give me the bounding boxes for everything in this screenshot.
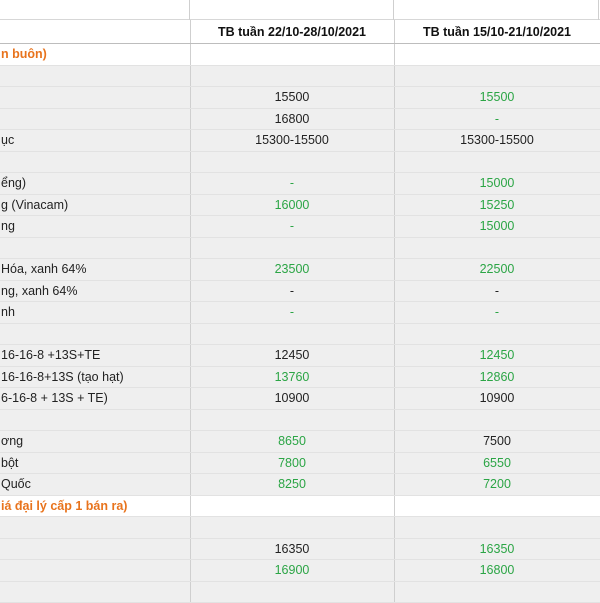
price-previous-week-cell[interactable]: 15300-15500: [394, 130, 600, 152]
column-header-strip: [0, 0, 600, 20]
product-label-cell[interactable]: 6-16-8 + 13S + TE): [0, 388, 190, 410]
empty-cell[interactable]: [394, 151, 600, 173]
price-previous-week-cell[interactable]: 7200: [394, 474, 600, 496]
price-table: [0, 20, 600, 603]
product-label-cell[interactable]: ng, xanh 64%: [0, 280, 190, 302]
price-previous-week-cell[interactable]: 22500: [394, 259, 600, 281]
product-label-cell[interactable]: [0, 560, 190, 582]
table-row: [0, 388, 600, 410]
price-previous-week-cell[interactable]: 6550: [394, 452, 600, 474]
empty-cell[interactable]: [0, 409, 190, 431]
product-label-cell[interactable]: Quốc: [0, 474, 190, 496]
empty-cell[interactable]: [394, 495, 600, 517]
price-previous-week-cell[interactable]: 16800: [394, 560, 600, 582]
product-label-cell[interactable]: [0, 87, 190, 109]
spacer-row: [0, 409, 600, 431]
empty-cell[interactable]: [394, 517, 600, 539]
price-current-week-cell[interactable]: 15500: [190, 87, 394, 109]
table-row: [0, 538, 600, 560]
product-label-cell[interactable]: nh: [0, 302, 190, 324]
price-previous-week-cell[interactable]: -: [394, 280, 600, 302]
spacer-row: [0, 517, 600, 539]
price-previous-week-cell[interactable]: 15000: [394, 216, 600, 238]
table-row: [0, 560, 600, 582]
product-label-cell[interactable]: 16-16-8 +13S+TE: [0, 345, 190, 367]
table-row: [0, 259, 600, 281]
price-previous-week-cell[interactable]: -: [394, 302, 600, 324]
column-divider: [189, 0, 190, 20]
price-current-week-cell[interactable]: 7800: [190, 452, 394, 474]
price-current-week-cell[interactable]: 8250: [190, 474, 394, 496]
empty-cell[interactable]: [394, 409, 600, 431]
price-current-week-cell[interactable]: 8650: [190, 431, 394, 453]
empty-cell[interactable]: [0, 151, 190, 173]
spacer-row: [0, 581, 600, 603]
empty-cell[interactable]: [0, 323, 190, 345]
table-row: [0, 431, 600, 453]
header-week-current: TB tuần 22/10-28/10/2021: [190, 20, 394, 44]
price-current-week-cell[interactable]: 15300-15500: [190, 130, 394, 152]
price-current-week-cell[interactable]: -: [190, 280, 394, 302]
spacer-row: [0, 151, 600, 173]
price-previous-week-cell[interactable]: 15250: [394, 194, 600, 216]
price-previous-week-cell[interactable]: 15500: [394, 87, 600, 109]
price-current-week-cell[interactable]: -: [190, 302, 394, 324]
table-row: [0, 108, 600, 130]
table-row: [0, 366, 600, 388]
table-row: [0, 302, 600, 324]
empty-cell[interactable]: [190, 517, 394, 539]
table-row: [0, 87, 600, 109]
price-current-week-cell[interactable]: -: [190, 173, 394, 195]
price-previous-week-cell[interactable]: 15000: [394, 173, 600, 195]
empty-cell[interactable]: [394, 65, 600, 87]
price-previous-week-cell[interactable]: 12860: [394, 366, 600, 388]
empty-cell[interactable]: [190, 237, 394, 259]
table-row: [0, 452, 600, 474]
price-previous-week-cell[interactable]: 10900: [394, 388, 600, 410]
empty-cell[interactable]: [394, 323, 600, 345]
table-row: [0, 474, 600, 496]
product-label-cell[interactable]: ơng: [0, 431, 190, 453]
table-row: [0, 345, 600, 367]
price-previous-week-cell[interactable]: 7500: [394, 431, 600, 453]
table-row: [0, 216, 600, 238]
price-previous-week-cell[interactable]: 12450: [394, 345, 600, 367]
empty-cell[interactable]: [190, 323, 394, 345]
table-body: [0, 44, 600, 603]
empty-cell[interactable]: [394, 237, 600, 259]
product-label-cell[interactable]: bột: [0, 452, 190, 474]
table-row: [0, 173, 600, 195]
table-row: [0, 130, 600, 152]
price-current-week-cell[interactable]: 16350: [190, 538, 394, 560]
spacer-row: [0, 323, 600, 345]
table-row: [0, 280, 600, 302]
table-row: [0, 194, 600, 216]
column-divider: [598, 0, 599, 20]
price-current-week-cell[interactable]: 16900: [190, 560, 394, 582]
empty-cell[interactable]: [0, 517, 190, 539]
product-label-cell[interactable]: g (Vinacam): [0, 194, 190, 216]
spacer-row: [0, 237, 600, 259]
empty-cell[interactable]: [190, 581, 394, 603]
empty-cell[interactable]: [190, 409, 394, 431]
empty-cell[interactable]: [190, 65, 394, 87]
price-current-week-cell[interactable]: 13760: [190, 366, 394, 388]
price-current-week-cell[interactable]: 16800: [190, 108, 394, 130]
section-title[interactable]: n buôn): [0, 44, 190, 66]
section-row: [0, 44, 600, 66]
price-current-week-cell[interactable]: 16000: [190, 194, 394, 216]
empty-cell[interactable]: [190, 495, 394, 517]
empty-cell[interactable]: [394, 44, 600, 66]
product-label-cell[interactable]: ểng): [0, 173, 190, 195]
empty-cell[interactable]: [0, 237, 190, 259]
section-title[interactable]: iá đại lý cấp 1 bán ra): [0, 495, 190, 517]
section-row: [0, 495, 600, 517]
price-current-week-cell[interactable]: 12450: [190, 345, 394, 367]
product-label-cell[interactable]: [0, 108, 190, 130]
header-label-cell: [0, 20, 190, 44]
product-label-cell[interactable]: Hóa, xanh 64%: [0, 259, 190, 281]
empty-cell[interactable]: [0, 65, 190, 87]
empty-cell[interactable]: [190, 44, 394, 66]
spacer-row: [0, 65, 600, 87]
product-label-cell[interactable]: ng: [0, 216, 190, 238]
price-current-week-cell[interactable]: 10900: [190, 388, 394, 410]
header-row: [0, 20, 600, 44]
header-week-previous: TB tuần 15/10-21/10/2021: [394, 20, 600, 44]
product-label-cell[interactable]: [0, 538, 190, 560]
empty-cell[interactable]: [190, 151, 394, 173]
product-label-cell[interactable]: ục: [0, 130, 190, 152]
empty-cell[interactable]: [394, 581, 600, 603]
product-label-cell[interactable]: 16-16-8+13S (tạo hạt): [0, 366, 190, 388]
price-previous-week-cell[interactable]: 16350: [394, 538, 600, 560]
price-previous-week-cell[interactable]: -: [394, 108, 600, 130]
price-current-week-cell[interactable]: -: [190, 216, 394, 238]
price-current-week-cell[interactable]: 23500: [190, 259, 394, 281]
empty-cell[interactable]: [0, 581, 190, 603]
column-divider: [393, 0, 394, 20]
